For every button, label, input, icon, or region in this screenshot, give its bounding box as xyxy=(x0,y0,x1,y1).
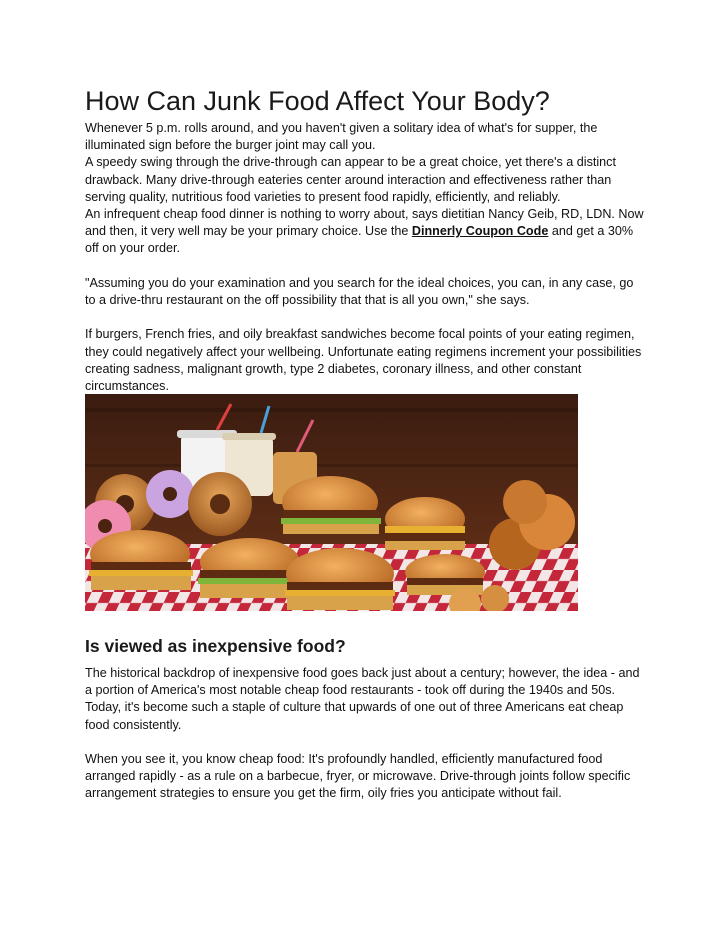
intro-paragraph-3-end: and get a 30% off on your order. xyxy=(85,224,634,256)
page-title: How Can Junk Food Affect Your Body? xyxy=(85,86,550,116)
intro-paragraph-4: "Assuming you do your examination and you search for the ideal choices, you can, in any case, go to a drive-thru restaurant on the off possibility that that is all you own," she says. xyxy=(85,275,634,308)
intro-paragraph-2: A speedy swing through the drive-through can appear to be a great choice, yet there's a distinct drawback. Many drive-through eateries center around interaction and effectiveness rather than serving quality, nutritious food varieties to present food rapidly, efficiently, and reliably. xyxy=(85,155,616,204)
intro-paragraph-1: Whenever 5 p.m. rolls around, and you haven't given a solitary idea of what's for supper, the illuminated sign before the burger joint may call you. xyxy=(85,121,598,153)
junk-food-photo xyxy=(85,394,578,611)
intro-paragraph-3-start: An infrequent cheap food dinner is nothing to worry about, says dietitian Nancy Geib, RD, LDN. Now and then, it very well may be your primary choice. Use the xyxy=(85,207,644,239)
section-paragraph-1: The historical backdrop of inexpensive food goes back just about a century; however, the idea - and a portion of America's most notable cheap food restaurants - took off during the 1940s and 50s. Today, it's become such a staple of culture that upwards of one out of three Americans eat cheap food consistently. xyxy=(85,666,640,732)
intro-text xyxy=(85,120,645,395)
section-heading: Is viewed as inexpensive food? xyxy=(85,636,346,656)
intro-paragraph-3 xyxy=(85,206,645,258)
section-paragraph-2: When you see it, you know cheap food: It's profoundly handled, efficiently manufactured food arranged rapidly - as a rule on a barbecue, fryer, or microwave. Drive-through joints follow specific arrangement strategies to ensure you get the firm, oily fries you anticipate without fail. xyxy=(85,752,631,801)
dinnerly-coupon-link[interactable]: Dinnerly Coupon Code xyxy=(411,224,549,239)
intro-paragraph-5: If burgers, French fries, and oily breakfast sandwiches become focal points of your eating regimen, they could negatively affect your wellbeing. Unfortunate eating regimens increment your possibilities creating sadness, malignant growth, type 2 diabetes, coronary illness, and other constant circumstances. xyxy=(85,327,642,394)
section-text xyxy=(85,665,645,803)
